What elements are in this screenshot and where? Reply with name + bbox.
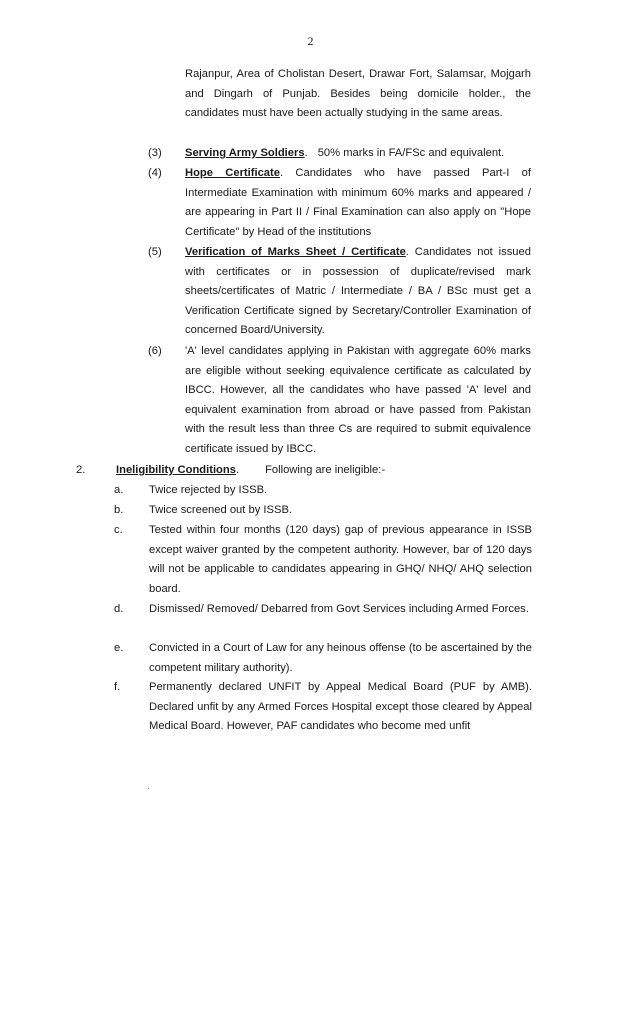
section-2-header: 2. Ineligibility Conditions. Following are ineligible:-	[76, 461, 532, 481]
section-heading: Ineligibility Conditions	[116, 464, 236, 476]
list-item-4: (4) Hope Certificate. Candidates who have passed Part-I of Intermediate Examination with minimum 60% marks and appeared / are appearing in Part II / Final Examination can also apply on "Hope Certificate" by Head of the institutions	[148, 164, 531, 242]
item-heading: Serving Army Soldiers	[185, 147, 305, 159]
list-item-3: (3) Serving Army Soldiers. 50% marks in FA/FSc and equivalent.	[148, 144, 531, 164]
item-text: Candidates who have passed Part-I of Intermediate Examination with minimum 60% marks and appeared / are appearing in Part II / Final Examination can also apply on "Hope Certificate" by Head of the institutions	[185, 167, 531, 238]
page-number: 2	[307, 34, 314, 48]
ineligible-item-a	[114, 481, 532, 501]
ineligible-item-f	[114, 678, 532, 737]
item-letter: e.	[114, 642, 124, 654]
item-letter: c.	[114, 524, 123, 536]
item-text: Tested within four months (120 days) gap of previous appearance in ISSB except waiver granted by the competent authority. However, bar of 120 days will not be applicable to candidates appearing in GHQ/ NHQ/ AHQ selection board.	[149, 524, 532, 595]
item-heading: Verification of Marks Sheet / Certificate	[185, 246, 406, 258]
list-item-5: (5) Verification of Marks Sheet / Certificate. Candidates not issued with certificates or in possession of duplicate/revised mark sheets/certificates of Matric / Intermediate / BA / BSc must get a Verification Certificate signed by Secretary/Controller Examination of concerned Board/University.	[148, 243, 531, 341]
ineligible-item-b	[114, 501, 532, 521]
item-text: 'A' level candidates applying in Pakistan with aggregate 60% marks are eligible without seeking equivalence certificate as calculated by IBCC. However, all the candidates who have passed 'A' level and equivalent examination from abroad or have passed from Pakistan with the result less than three Cs are required to submit equivalence certificate issued by IBCC.	[185, 345, 531, 455]
item-text: Dismissed/ Removed/ Debarred from Govt Services including Armed Forces.	[149, 603, 529, 615]
section-intro: Following are ineligible:-	[265, 464, 386, 476]
item-number: (3)	[148, 147, 162, 159]
section-number: 2.	[76, 464, 86, 476]
scan-speck	[148, 788, 149, 789]
item-text: 50% marks in FA/FSc and equivalent.	[317, 147, 505, 159]
item-text: Permanently declared UNFIT by Appeal Medical Board (PUF by AMB). Declared unfit by any Armed Forces Hospital except those cleared by Appeal Medical Board. However, PAF candidates who become med unfit	[149, 681, 532, 733]
item-letter: b.	[114, 504, 124, 516]
ineligible-item-d	[114, 600, 532, 620]
item-text: Twice rejected by ISSB.	[149, 484, 268, 496]
item-number: (6)	[148, 345, 162, 357]
ineligible-item-e	[114, 639, 532, 678]
ineligible-item-c	[114, 521, 532, 599]
list-item-6	[148, 342, 531, 460]
item-text: Convicted in a Court of Law for any heinous offense (to be ascertained by the competent military authority).	[149, 642, 532, 674]
item-text: Twice screened out by ISSB.	[149, 504, 293, 516]
continuation-paragraph: Rajanpur, Area of Cholistan Desert, Drawar Fort, Salamsar, Mojgarh and Dingarh of Punjab. Besides being domicile holder., the candidates must have been actually studying in the same areas.	[185, 68, 531, 120]
item-letter: f.	[114, 681, 121, 693]
item-number: (5)	[148, 246, 162, 258]
item-heading: Hope Certificate	[185, 167, 280, 179]
item-letter: a.	[114, 484, 124, 496]
item-letter: d.	[114, 603, 124, 615]
item-text: Candidates not issued with certificates or in possession of duplicate/revised mark sheets/certificates of Matric / Intermediate / BA / BSc must get a Verification Certificate signed by Secretary/Controller Examination of concerned Board/University.	[185, 246, 531, 337]
item-number: (4)	[148, 167, 162, 179]
